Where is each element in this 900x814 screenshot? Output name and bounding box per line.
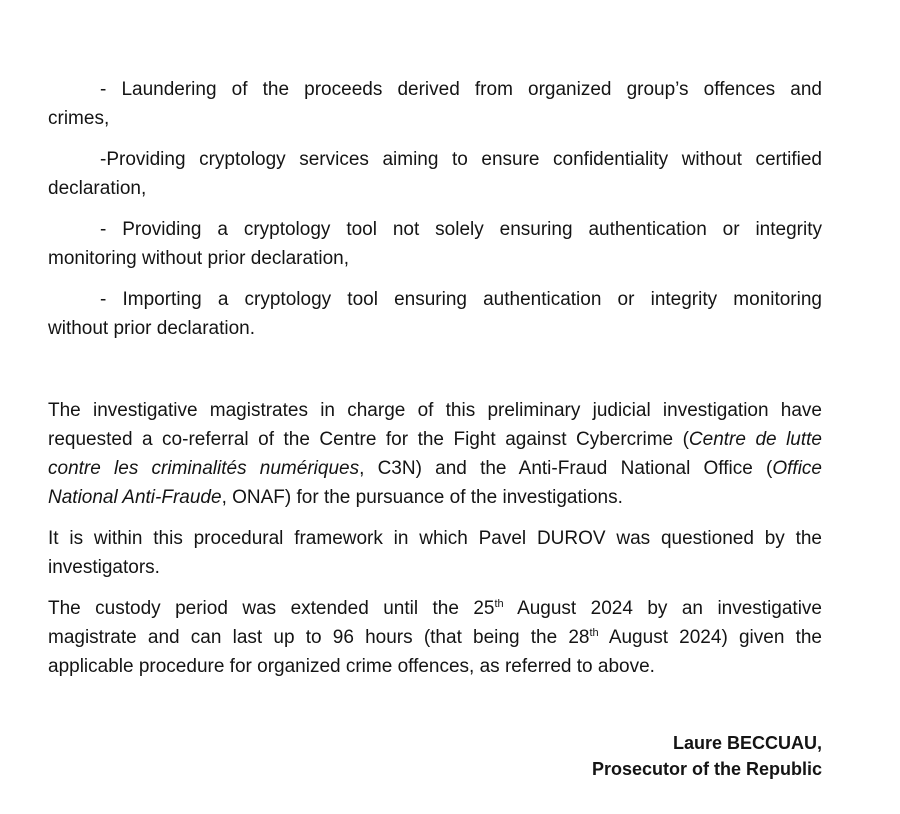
text-line [48,314,822,343]
text-run: August 2024) given the [598,627,822,648]
bullet-cryptology-tool-import [48,285,822,343]
para-durov-questioned [48,524,822,582]
text-line [48,553,822,582]
text-line [48,524,822,553]
text-run: magistrate and can last up to 96 hours (that being the 28 [48,627,590,648]
text-run: investigators. [48,557,160,578]
document-body [48,75,822,681]
para-custody-extension [48,594,822,681]
text-line [48,145,822,174]
text-line [48,483,822,512]
text-line [48,425,822,454]
text-run: The investigative magistrates in charge of this preliminary judicial investigation have [48,400,822,421]
para-co-referral [48,396,822,512]
text-run: requested a co-referral of the Centre for the Fight against Cybercrime ( [48,429,689,450]
text-run: It is within this procedural framework in which Pavel DUROV was questioned by the [48,528,822,549]
text-line [48,104,822,133]
text-line [48,285,822,314]
text-run: -Providing cryptology services aiming to ensure confidentiality without certified [100,149,822,170]
text-run: without prior declaration. [48,318,255,339]
text-line [48,623,822,652]
text-line [48,215,822,244]
text-line [48,174,822,203]
text-run: - Laundering of the proceeds derived from organized group’s offences and [100,79,822,100]
text-run: - Providing a cryptology tool not solely ensuring authentication or integrity [100,219,822,240]
superscript-run: th [494,598,504,610]
text-run: applicable procedure for organized crime offences, as referred to above. [48,656,655,677]
signature-title: Prosecutor of the Republic [591,759,822,779]
text-run: declaration, [48,178,147,199]
text-line [48,396,822,425]
italic-run: contre les criminalités numériques [48,458,360,479]
italic-run: Centre de lutte [688,429,822,450]
text-line [48,244,822,273]
italic-run: Office [772,458,822,479]
text-run: August 2024 by an investigative [503,598,822,619]
text-run: monitoring without prior declaration, [48,248,349,269]
text-line [48,594,822,623]
text-run: , ONAF) for the pursuance of the investigations. [221,487,623,508]
text-run: , C3N) and the Anti-Fraud National Office ( [359,458,773,479]
italic-run: National Anti-Fraude [48,487,222,508]
text-line [48,454,822,483]
text-run: crimes, [48,108,110,129]
signature-block [48,730,822,782]
bullet-cryptology-services [48,145,822,203]
text-line [48,75,822,104]
superscript-run: th [589,627,599,639]
text-run: - Importing a cryptology tool ensuring authentication or integrity monitoring [100,289,822,310]
bullet-cryptology-tool-provision [48,215,822,273]
signature-name: Laure BECCUAU, [672,733,822,753]
text-run: The custody period was extended until the 25 [48,598,495,619]
text-line [48,652,822,681]
bullet-laundering [48,75,822,133]
